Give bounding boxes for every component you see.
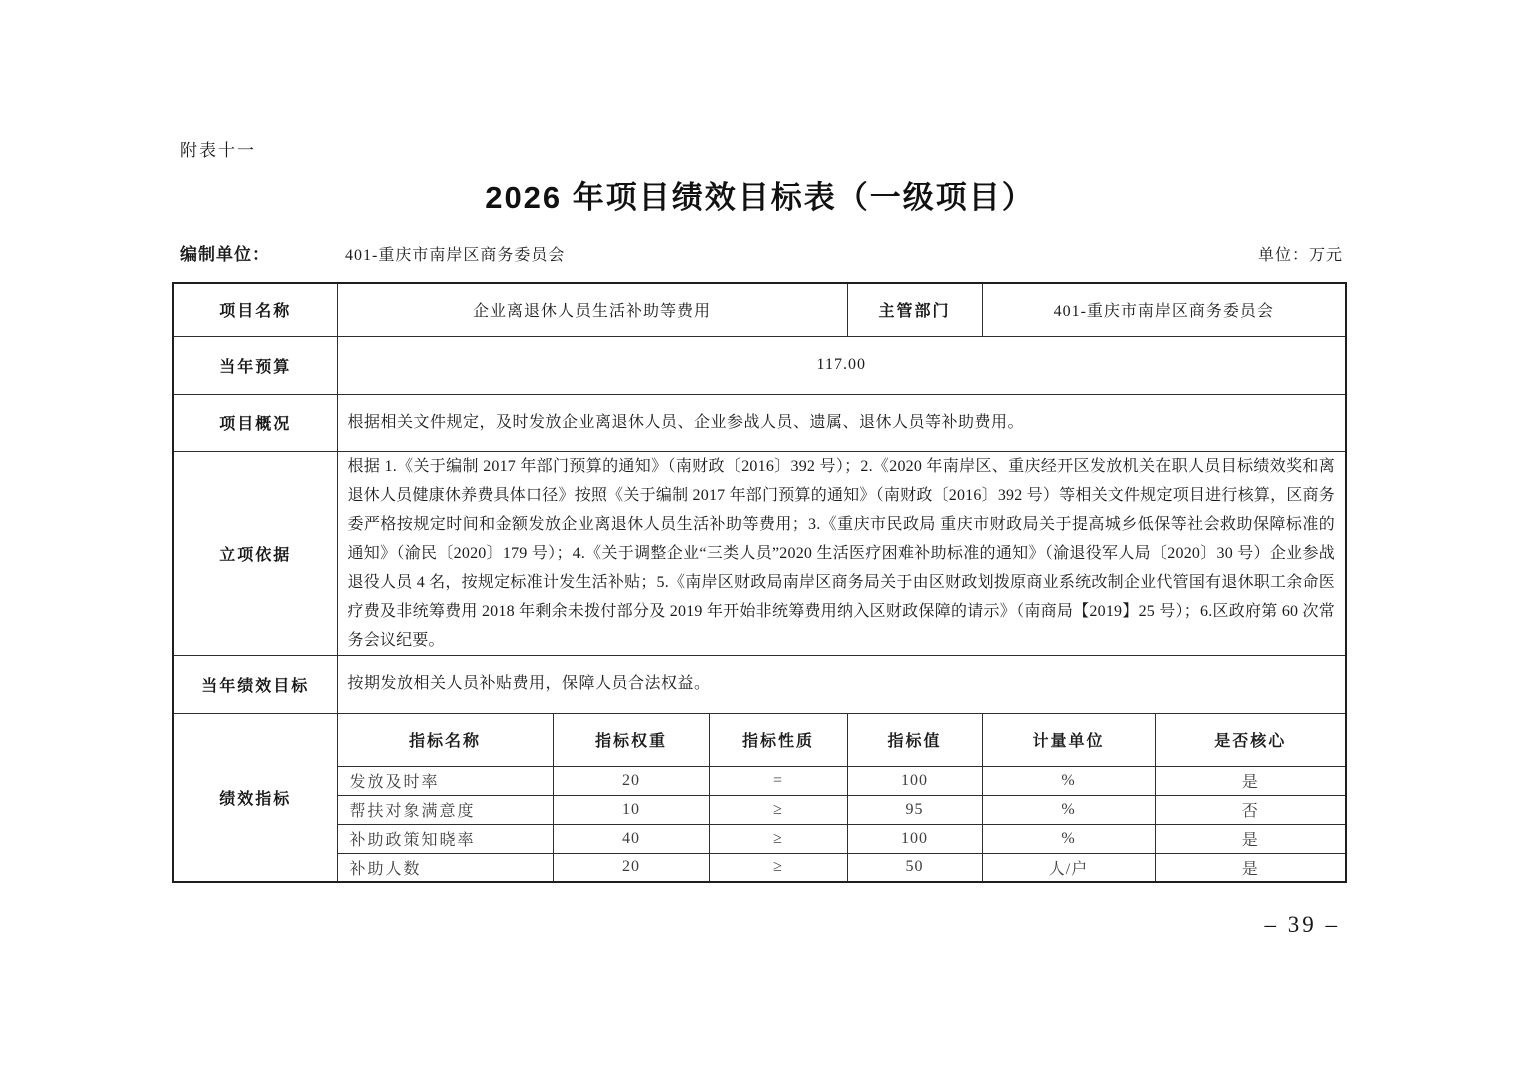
meta-row: [172, 240, 1345, 264]
target-label: 当年绩效目标: [173, 655, 337, 713]
indicator-row: [173, 795, 1346, 824]
overview-value: 根据相关文件规定，及时发放企业离退休人员、企业参战人员、遗属、退休人员等补助费用。: [337, 394, 1346, 451]
indicator-nature: ≥: [709, 853, 847, 882]
indicator-header-unit: 计量单位: [982, 713, 1155, 766]
indicator-core: 是: [1155, 766, 1346, 795]
indicator-value: 50: [847, 853, 982, 882]
indicator-header-name: 指标名称: [337, 713, 553, 766]
indicator-nature: =: [709, 766, 847, 795]
project-name-value: 企业离退休人员生活补助等费用: [337, 283, 847, 336]
budget-label: 当年预算: [173, 336, 337, 394]
table-row: [173, 336, 1346, 394]
indicator-header-weight: 指标权重: [553, 713, 709, 766]
budget-value: 117.00: [337, 336, 1346, 394]
indicator-unit: %: [982, 795, 1155, 824]
indicator-header-row: [173, 713, 1346, 766]
indicator-name: 补助人数: [337, 853, 553, 882]
target-value: 按期发放相关人员补贴费用，保障人员合法权益。: [337, 655, 1346, 713]
indicator-value: 100: [847, 766, 982, 795]
prepared-by-label: 编制单位：: [180, 245, 270, 264]
indicator-value: 95: [847, 795, 982, 824]
indicator-name: 补助政策知晓率: [337, 824, 553, 853]
indicator-header-nature: 指标性质: [709, 713, 847, 766]
dept-value: 401-重庆市南岸区商务委员会: [982, 283, 1346, 336]
indicator-row: [173, 766, 1346, 795]
indicator-core: 是: [1155, 853, 1346, 882]
table-row: [173, 655, 1346, 713]
indicator-header-core: 是否核心: [1155, 713, 1346, 766]
basis-label: 立项依据: [173, 451, 337, 655]
indicator-weight: 40: [553, 824, 709, 853]
indicator-nature: ≥: [709, 824, 847, 853]
indicator-weight: 20: [553, 766, 709, 795]
prepared-by-value: 401-重庆市南岸区商务委员会: [345, 247, 566, 264]
indicator-weight: 20: [553, 853, 709, 882]
table-row: [173, 451, 1346, 655]
indicator-core: 否: [1155, 795, 1346, 824]
indicator-name: 发放及时率: [337, 766, 553, 795]
performance-target-table: [172, 282, 1347, 883]
page-title: 2026 年项目绩效目标表（一级项目）: [485, 180, 1035, 215]
indicator-unit: %: [982, 766, 1155, 795]
indicator-nature: ≥: [709, 795, 847, 824]
indicator-row: [173, 853, 1346, 882]
table-row: [173, 283, 1346, 336]
overview-label: 项目概况: [173, 394, 337, 451]
indicator-row: [173, 824, 1346, 853]
indicator-weight: 10: [553, 795, 709, 824]
indicator-header-value: 指标值: [847, 713, 982, 766]
indicator-core: 是: [1155, 824, 1346, 853]
indicator-unit: 人/户: [982, 853, 1155, 882]
indicator-unit: %: [982, 824, 1155, 853]
page-number: – 39 –: [1264, 912, 1340, 937]
indicators-label: 绩效指标: [173, 713, 337, 882]
indicator-name: 帮扶对象满意度: [337, 795, 553, 824]
indicator-value: 100: [847, 824, 982, 853]
appendix-label: 附表十一: [180, 141, 256, 160]
dept-label: 主管部门: [847, 283, 982, 336]
unit-label: 单位：万元: [1257, 247, 1343, 264]
project-name-label: 项目名称: [173, 283, 337, 336]
basis-value: 根据 1.《关于编制 2017 年部门预算的通知》（南财政〔2016〕392 号）；2.《2020 年南岸区、重庆经开区发放机关在职人员目标绩效奖和离退休人员健康休养费具体口径》按照《关于编制 2017 年部门预算的通知》（南财政〔2016〕392 号）等相关文件规定项目进行核算，区商务委严格按规定时间和金额发放企业离退休人员生活补助等费用；3.《重庆市民政局 重庆市财政局关于提高城乡低保等社会救助保障标准的通知》（渝民〔2020〕179 号）；4.《关于调整企业“三类人员”2020 生活医疗困难补助标准的通知》（渝退役军人局〔2020〕30 号）企业参战退役人员 4 名，按规定标准计发生活补贴；5.《南岸区财政局南岸区商务局关于由区财政划拨原商业系统改制企业代管国有退休职工余命医疗费及非统筹费用 2018 年剩余未拨付部分及 2019 年开始非统筹费用纳入区财政保障的请示》（南商局【2019】25 号）；6.区政府第 60 次常务会议纪要。: [337, 451, 1346, 655]
table-row: [173, 394, 1346, 451]
